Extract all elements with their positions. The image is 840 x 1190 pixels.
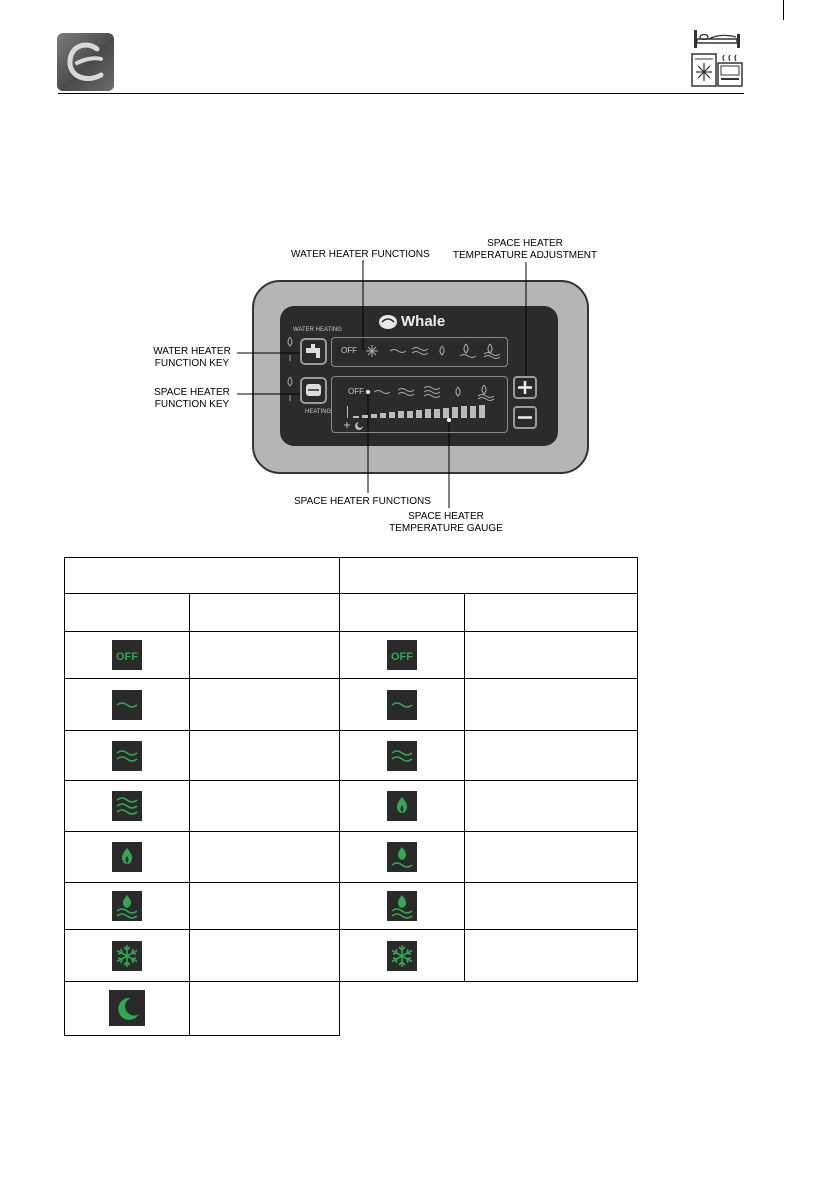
minus-icon (515, 408, 535, 427)
off-icon-text: OFF (115, 651, 138, 663)
flame-wave-icon (387, 891, 417, 921)
space-function-glyphs (370, 382, 500, 402)
wave-3-icon (112, 791, 142, 821)
table-subheader-row (65, 594, 638, 632)
wave-2-icon (387, 741, 417, 771)
tap-icon (302, 340, 325, 363)
flame-low-icon (387, 842, 417, 872)
radiator-icon (302, 379, 325, 402)
table-row (65, 930, 638, 982)
wave-1-icon (112, 690, 142, 720)
table-row (65, 632, 638, 679)
whale-brand-text: Whale (401, 313, 446, 330)
space-off-glyph: OFF (348, 387, 364, 396)
snowflake-icon (112, 941, 142, 971)
off-icon (387, 640, 417, 670)
callout-space-key: SPACE HEATER FUNCTION KEY (154, 387, 230, 410)
table-row (65, 781, 638, 832)
callout-space-gauge: SPACE HEATER TEMPERATURE GAUGE (389, 511, 503, 534)
table-row (65, 883, 638, 930)
snowflake-icon (366, 345, 378, 357)
function-table (64, 557, 638, 982)
callout-space-functions: SPACE HEATER FUNCTIONS (294, 496, 431, 507)
moon-icon (109, 990, 145, 1026)
flame-wave-icon (112, 891, 142, 921)
callout-lines (0, 0, 840, 560)
wave-1-icon (387, 690, 417, 720)
table-row (65, 981, 340, 1035)
water-off-glyph: OFF (341, 346, 357, 355)
callout-water-key: WATER HEATER FUNCTION KEY (153, 346, 231, 369)
temperature-decrease-button[interactable] (513, 406, 537, 429)
space-heater-function-key[interactable] (300, 377, 327, 404)
table-row (65, 731, 638, 781)
space-heater-temperature-gauge (343, 404, 493, 430)
callout-space-adjust: SPACE HEATER TEMPERATURE ADJUSTMENT (452, 238, 598, 261)
heating-label: HEATING (305, 409, 332, 415)
table-header-left (65, 558, 340, 594)
table-header-row (65, 558, 638, 594)
table-row (65, 679, 638, 731)
callout-water-functions: WATER HEATER FUNCTIONS (291, 249, 430, 260)
table-header-right (339, 558, 637, 594)
flame-icon (387, 791, 417, 821)
water-function-glyphs (362, 341, 502, 361)
temperature-increase-button[interactable] (513, 376, 537, 399)
snowflake-icon (387, 941, 417, 971)
function-table-extra (64, 981, 340, 1036)
flame-icon (112, 842, 142, 872)
wave-2-icon (112, 741, 142, 771)
off-icon (112, 640, 142, 670)
water-heating-label: WATER HEATING (293, 327, 342, 333)
indicator-glyphs (283, 333, 297, 413)
water-heater-function-key[interactable] (300, 338, 327, 365)
off-icon-text: OFF (390, 651, 413, 663)
table-row (65, 832, 638, 883)
plus-icon (515, 378, 535, 397)
